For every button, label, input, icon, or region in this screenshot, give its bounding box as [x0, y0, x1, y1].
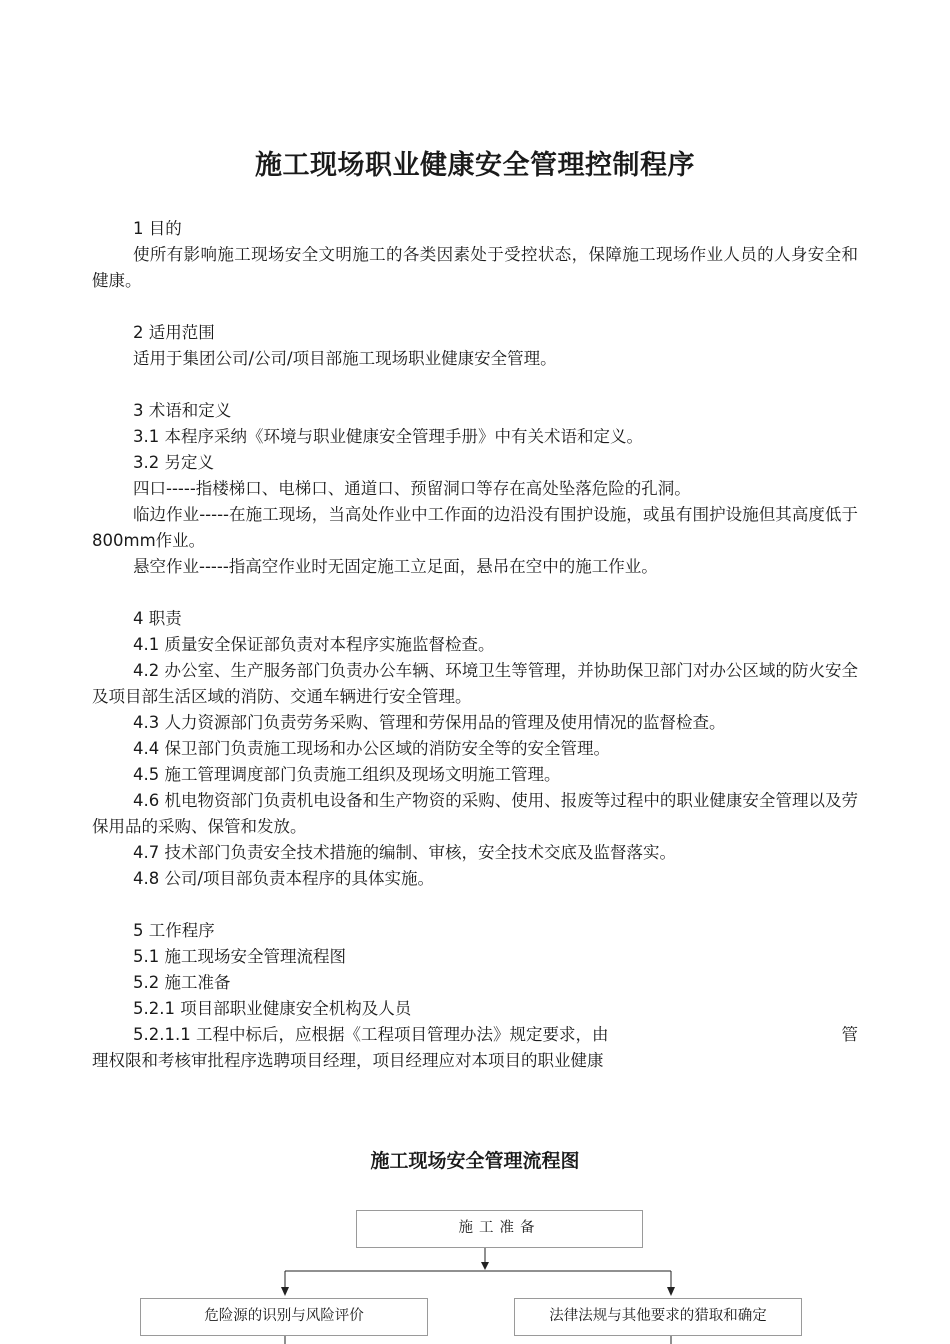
flow-node-legal: 法律法规与其他要求的猎取和确定 [514, 1298, 802, 1336]
arrow-hazard [281, 1287, 289, 1296]
paragraph-continuation: 理权限和考核审批程序选聘项目经理，项目经理应对本项目的职业健康 [92, 1051, 604, 1070]
paragraph: 适用于集团公司/公司/项目部施工现场职业健康安全管理。 [133, 349, 557, 368]
paragraph: 使所有影响施工现场安全文明施工的各类因素处于受控状态，保障施工现场作业人员的人身安全和健康。 [92, 245, 858, 290]
paragraph-tail: 管 [841, 1025, 858, 1044]
paragraph: 4.7 技术部门负责安全技术措施的编制、审核，安全技术交底及监督落实。 [133, 843, 676, 862]
paragraph: 5.2 施工准备 [133, 973, 231, 992]
paragraph: 3.1 本程序采纳《环境与职业健康安全管理手册》中有关术语和定义。 [133, 427, 643, 446]
paragraph: 4 职责 [133, 609, 182, 628]
paragraph: 3.2 另定义 [133, 453, 214, 472]
arrow-prep [481, 1262, 489, 1270]
flowchart-title: 施工现场安全管理流程图 [370, 1150, 580, 1172]
paragraph: 悬空作业-----指高空作业时无固定施工立足面，悬吊在空中的施工作业。 [133, 557, 658, 576]
paragraph: 4.2 办公室、生产服务部门负责办公车辆、环境卫生等管理，并协助保卫部门对办公区域的防火安全及项目部生活区域的消防、交通车辆进行安全管理。 [92, 661, 858, 706]
flow-node-hazard: 危险源的识别与风险评价 [140, 1298, 428, 1336]
paragraph: 4.3 人力资源部门负责劳务采购、管理和劳保用品的管理及使用情况的监督检查。 [133, 713, 726, 732]
paragraph: 1 目的 [133, 219, 182, 238]
arrow-legal [667, 1287, 675, 1296]
paragraph: 5 工作程序 [133, 921, 215, 940]
paragraph: 4.8 公司/项目部负责本程序的具体实施。 [133, 869, 435, 888]
paragraph: 5.1 施工现场安全管理流程图 [133, 947, 346, 966]
paragraph: 2 适用范围 [133, 323, 215, 342]
flow-node-prep: 施工准备 [356, 1210, 643, 1248]
paragraph-head: 5.2.1.1 工程中标后，应根据《工程项目管理办法》规定要求，由 [133, 1025, 609, 1044]
paragraph: 3 术语和定义 [133, 401, 232, 420]
paragraph: 临边作业-----在施工现场，当高处作业中工作面的边沿没有围护设施，或虽有围护设施但其高度低于800mm作业。 [92, 505, 858, 550]
paragraph: 4.1 质量安全保证部负责对本程序实施监督检查。 [133, 635, 495, 654]
paragraph: 5.2.1 项目部职业健康安全机构及人员 [133, 999, 412, 1018]
paragraph: 4.4 保卫部门负责施工现场和办公区域的消防安全等的安全管理。 [133, 739, 610, 758]
document-title: 施工现场职业健康安全管理控制程序 [255, 150, 695, 181]
paragraph: 四口-----指楼梯口、电梯口、通道口、预留洞口等存在高处坠落危险的孔洞。 [133, 479, 691, 498]
paragraph: 4.6 机电物资部门负责机电设备和生产物资的采购、使用、报废等过程中的职业健康安全管理以及劳保用品的采购、保管和发放。 [92, 791, 858, 836]
paragraph: 4.5 施工管理调度部门负责施工组织及现场文明施工管理。 [133, 765, 561, 784]
